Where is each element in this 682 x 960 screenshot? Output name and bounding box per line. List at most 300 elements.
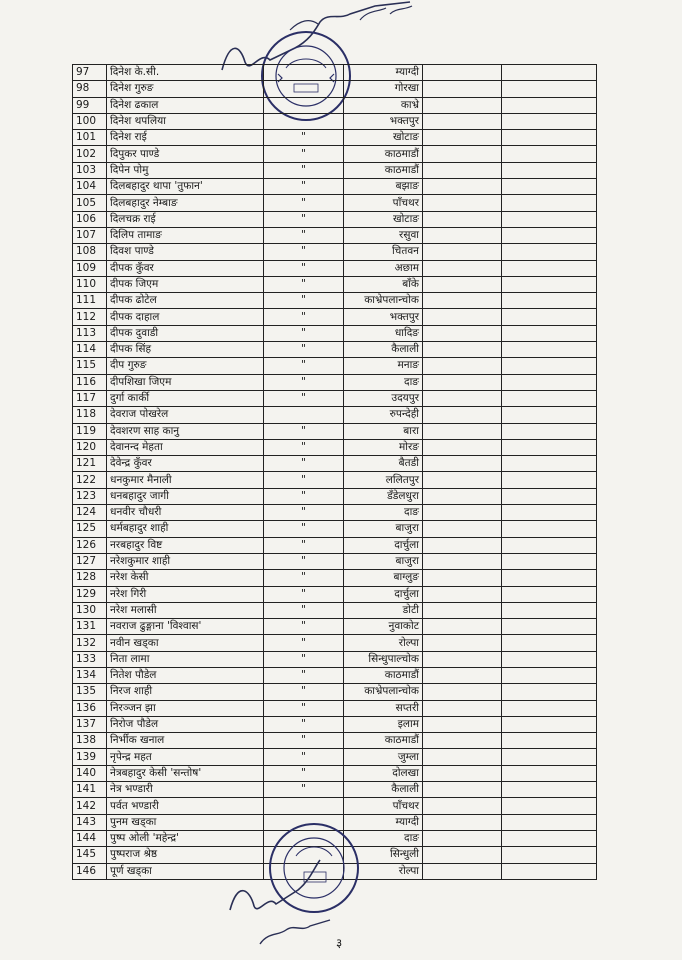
table-row xyxy=(73,81,597,97)
district-cell: रसुवा xyxy=(344,227,423,243)
ditto-mark-cell: " xyxy=(264,505,344,521)
ditto-mark-cell: " xyxy=(264,537,344,553)
ditto-mark-cell: " xyxy=(264,553,344,569)
serial-number-cell: 145 xyxy=(73,847,107,863)
blank-cell xyxy=(423,374,502,390)
blank-cell xyxy=(423,602,502,618)
blank-cell xyxy=(423,782,502,798)
district-cell: काठमाडौं xyxy=(344,162,423,178)
serial-number-cell: 140 xyxy=(73,765,107,781)
blank-cell xyxy=(423,570,502,586)
member-name-cell: दिनेश के.सी. xyxy=(107,65,264,81)
blank-cell xyxy=(502,733,597,749)
district-cell: दाङ xyxy=(344,374,423,390)
blank-cell xyxy=(502,602,597,618)
blank-cell xyxy=(502,407,597,423)
ditto-mark-cell: " xyxy=(264,782,344,798)
table-row xyxy=(73,439,597,455)
member-name-cell: दीपशिखा जिएम xyxy=(107,374,264,390)
table-row xyxy=(73,211,597,227)
table-row xyxy=(73,162,597,178)
district-cell: सिन्धुली xyxy=(344,847,423,863)
member-name-cell: दीपक सिंह xyxy=(107,342,264,358)
blank-cell xyxy=(423,195,502,211)
table-row xyxy=(73,293,597,309)
blank-cell xyxy=(502,211,597,227)
serial-number-cell: 137 xyxy=(73,716,107,732)
district-cell: धादिङ xyxy=(344,325,423,341)
table-row xyxy=(73,782,597,798)
blank-cell xyxy=(423,456,502,472)
serial-number-cell: 134 xyxy=(73,667,107,683)
blank-cell xyxy=(423,505,502,521)
ditto-mark-cell: " xyxy=(264,162,344,178)
ditto-mark-cell: " xyxy=(264,276,344,292)
district-cell: कैलाली xyxy=(344,342,423,358)
member-name-cell: पुनम खड्का xyxy=(107,814,264,830)
ditto-mark-cell xyxy=(264,81,344,97)
blank-cell xyxy=(502,667,597,683)
table-row xyxy=(73,521,597,537)
blank-cell xyxy=(423,635,502,651)
serial-number-cell: 105 xyxy=(73,195,107,211)
member-name-cell: धनकुमार मैनाली xyxy=(107,472,264,488)
blank-cell xyxy=(502,798,597,814)
blank-cell xyxy=(423,227,502,243)
ditto-mark-cell: " xyxy=(264,179,344,195)
table-row xyxy=(73,570,597,586)
ditto-mark-cell xyxy=(264,863,344,879)
district-cell: खोटाङ xyxy=(344,130,423,146)
blank-cell xyxy=(502,390,597,406)
ditto-mark-cell: " xyxy=(264,619,344,635)
district-cell: ललितपुर xyxy=(344,472,423,488)
district-cell: अछाम xyxy=(344,260,423,276)
member-name-cell: नवराज ढुङ्गाना 'विश्वास' xyxy=(107,619,264,635)
district-cell: जुम्ला xyxy=(344,749,423,765)
district-cell: काभ्रे xyxy=(344,97,423,113)
member-name-cell: दिपुकर पाण्डे xyxy=(107,146,264,162)
ditto-mark-cell: " xyxy=(264,667,344,683)
district-cell: म्याग्दी xyxy=(344,814,423,830)
blank-cell xyxy=(423,472,502,488)
blank-cell xyxy=(423,81,502,97)
member-name-cell: दीपक ढोटेल xyxy=(107,293,264,309)
table-row xyxy=(73,830,597,846)
table-row xyxy=(73,798,597,814)
blank-cell xyxy=(423,179,502,195)
serial-number-cell: 130 xyxy=(73,602,107,618)
member-name-cell: दिलचक्र राई xyxy=(107,211,264,227)
table-row xyxy=(73,456,597,472)
table-row xyxy=(73,342,597,358)
member-name-cell: निता लामा xyxy=(107,651,264,667)
serial-number-cell: 138 xyxy=(73,733,107,749)
table-row xyxy=(73,553,597,569)
district-cell: बाजुरा xyxy=(344,553,423,569)
table-row xyxy=(73,488,597,504)
blank-cell xyxy=(423,358,502,374)
ditto-mark-cell: " xyxy=(264,439,344,455)
district-cell: बाग्लुङ xyxy=(344,570,423,586)
serial-number-cell: 142 xyxy=(73,798,107,814)
ditto-mark-cell: " xyxy=(264,309,344,325)
blank-cell xyxy=(502,586,597,602)
blank-cell xyxy=(423,863,502,879)
district-cell: सिन्धुपाल्चोक xyxy=(344,651,423,667)
serial-number-cell: 117 xyxy=(73,390,107,406)
serial-number-cell: 141 xyxy=(73,782,107,798)
member-name-cell: धर्मबहादुर शाही xyxy=(107,521,264,537)
table-row xyxy=(73,97,597,113)
table-row xyxy=(73,700,597,716)
district-cell: काठमाडौं xyxy=(344,146,423,162)
serial-number-cell: 136 xyxy=(73,700,107,716)
district-cell: बाजुरा xyxy=(344,521,423,537)
serial-number-cell: 143 xyxy=(73,814,107,830)
member-name-cell: दीपक कुँवर xyxy=(107,260,264,276)
blank-cell xyxy=(502,65,597,81)
blank-cell xyxy=(423,716,502,732)
blank-cell xyxy=(502,81,597,97)
ditto-mark-cell: " xyxy=(264,651,344,667)
serial-number-cell: 97 xyxy=(73,65,107,81)
blank-cell xyxy=(423,260,502,276)
member-name-cell: निरज शाही xyxy=(107,684,264,700)
serial-number-cell: 101 xyxy=(73,130,107,146)
table-row xyxy=(73,602,597,618)
blank-cell xyxy=(502,309,597,325)
member-name-cell: नरेशकुमार शाही xyxy=(107,553,264,569)
serial-number-cell: 135 xyxy=(73,684,107,700)
ditto-mark-cell: " xyxy=(264,244,344,260)
serial-number-cell: 116 xyxy=(73,374,107,390)
page-number: ३ xyxy=(336,936,343,950)
blank-cell xyxy=(423,244,502,260)
blank-cell xyxy=(502,749,597,765)
district-cell: रोल्पा xyxy=(344,863,423,879)
member-name-cell: पुष्प ओली 'महेन्द्र' xyxy=(107,830,264,846)
member-name-cell: निर्भीक खनाल xyxy=(107,733,264,749)
member-name-cell: दिवश पाण्डे xyxy=(107,244,264,260)
blank-cell xyxy=(423,847,502,863)
blank-cell xyxy=(502,537,597,553)
table-row xyxy=(73,505,597,521)
member-name-cell: देवशरण साह कानु xyxy=(107,423,264,439)
blank-cell xyxy=(423,390,502,406)
member-name-cell: पर्वत भण्डारी xyxy=(107,798,264,814)
table-row xyxy=(73,146,597,162)
ditto-mark-cell: " xyxy=(264,602,344,618)
blank-cell xyxy=(423,439,502,455)
serial-number-cell: 131 xyxy=(73,619,107,635)
member-name-cell: दीपक दाहाल xyxy=(107,309,264,325)
blank-cell xyxy=(423,211,502,227)
blank-cell xyxy=(502,716,597,732)
ditto-mark-cell: " xyxy=(264,684,344,700)
district-cell: सप्तरी xyxy=(344,700,423,716)
district-cell: दाङ xyxy=(344,830,423,846)
table-row xyxy=(73,113,597,129)
serial-number-cell: 127 xyxy=(73,553,107,569)
table-row xyxy=(73,651,597,667)
serial-number-cell: 119 xyxy=(73,423,107,439)
serial-number-cell: 106 xyxy=(73,211,107,227)
blank-cell xyxy=(502,97,597,113)
serial-number-cell: 111 xyxy=(73,293,107,309)
table-row xyxy=(73,667,597,683)
district-cell: मनाङ xyxy=(344,358,423,374)
ditto-mark-cell: " xyxy=(264,227,344,243)
blank-cell xyxy=(502,521,597,537)
blank-cell xyxy=(502,227,597,243)
blank-cell xyxy=(502,244,597,260)
blank-cell xyxy=(502,570,597,586)
table-row xyxy=(73,472,597,488)
serial-number-cell: 128 xyxy=(73,570,107,586)
district-cell: बझाङ xyxy=(344,179,423,195)
district-cell: काठमाडौं xyxy=(344,667,423,683)
table-row xyxy=(73,863,597,879)
ditto-mark-cell xyxy=(264,113,344,129)
blank-cell xyxy=(423,293,502,309)
blank-cell xyxy=(423,521,502,537)
blank-cell xyxy=(502,765,597,781)
blank-cell xyxy=(502,847,597,863)
member-name-cell: नरेश गिरी xyxy=(107,586,264,602)
blank-cell xyxy=(423,97,502,113)
blank-cell xyxy=(502,423,597,439)
blank-cell xyxy=(423,814,502,830)
serial-number-cell: 107 xyxy=(73,227,107,243)
serial-number-cell: 102 xyxy=(73,146,107,162)
blank-cell xyxy=(502,276,597,292)
district-cell: कैलाली xyxy=(344,782,423,798)
blank-cell xyxy=(423,667,502,683)
serial-number-cell: 109 xyxy=(73,260,107,276)
ditto-mark-cell: " xyxy=(264,586,344,602)
serial-number-cell: 114 xyxy=(73,342,107,358)
blank-cell xyxy=(502,179,597,195)
district-cell: बारा xyxy=(344,423,423,439)
table-row xyxy=(73,260,597,276)
member-name-cell: नरेश केसी xyxy=(107,570,264,586)
blank-cell xyxy=(502,635,597,651)
ditto-mark-cell: " xyxy=(264,195,344,211)
blank-cell xyxy=(502,651,597,667)
table-row xyxy=(73,276,597,292)
blank-cell xyxy=(423,407,502,423)
serial-number-cell: 123 xyxy=(73,488,107,504)
table-row xyxy=(73,244,597,260)
blank-cell xyxy=(423,146,502,162)
serial-number-cell: 122 xyxy=(73,472,107,488)
serial-number-cell: 133 xyxy=(73,651,107,667)
ditto-mark-cell: " xyxy=(264,390,344,406)
table-row xyxy=(73,179,597,195)
district-cell: दाङ xyxy=(344,505,423,521)
serial-number-cell: 126 xyxy=(73,537,107,553)
district-cell: रुपन्देही xyxy=(344,407,423,423)
ditto-mark-cell: " xyxy=(264,130,344,146)
blank-cell xyxy=(502,325,597,341)
blank-cell xyxy=(502,700,597,716)
serial-number-cell: 120 xyxy=(73,439,107,455)
table-row xyxy=(73,325,597,341)
table-row xyxy=(73,195,597,211)
member-name-cell: नृपेन्द्र महत xyxy=(107,749,264,765)
blank-cell xyxy=(423,162,502,178)
ditto-mark-cell: " xyxy=(264,374,344,390)
table-row xyxy=(73,390,597,406)
blank-cell xyxy=(423,342,502,358)
blank-cell xyxy=(502,439,597,455)
ditto-mark-cell: " xyxy=(264,146,344,162)
district-cell: मोरङ xyxy=(344,439,423,455)
blank-cell xyxy=(502,782,597,798)
blank-cell xyxy=(423,749,502,765)
district-cell: खोटाङ xyxy=(344,211,423,227)
district-cell: चितवन xyxy=(344,244,423,260)
ditto-mark-cell: " xyxy=(264,211,344,227)
serial-number-cell: 113 xyxy=(73,325,107,341)
member-name-cell: नरबहादुर विष्ट xyxy=(107,537,264,553)
member-name-cell: नितेश पौडेल xyxy=(107,667,264,683)
blank-cell xyxy=(423,276,502,292)
member-name-cell: देवराज पोखरेल xyxy=(107,407,264,423)
ditto-mark-cell: " xyxy=(264,635,344,651)
member-name-cell: देवानन्द मेहता xyxy=(107,439,264,455)
table-row xyxy=(73,358,597,374)
member-name-cell: दिलिप तामाङ xyxy=(107,227,264,243)
district-cell: पाँचथर xyxy=(344,195,423,211)
blank-cell xyxy=(423,830,502,846)
blank-cell xyxy=(502,456,597,472)
member-name-cell: पूर्ण खड्का xyxy=(107,863,264,879)
blank-cell xyxy=(502,814,597,830)
serial-number-cell: 115 xyxy=(73,358,107,374)
blank-cell xyxy=(423,684,502,700)
blank-cell xyxy=(423,130,502,146)
district-cell: बैतडी xyxy=(344,456,423,472)
serial-number-cell: 144 xyxy=(73,830,107,846)
ditto-mark-cell xyxy=(264,830,344,846)
serial-number-cell: 104 xyxy=(73,179,107,195)
serial-number-cell: 124 xyxy=(73,505,107,521)
table-row xyxy=(73,716,597,732)
district-cell: पाँचथर xyxy=(344,798,423,814)
table-row xyxy=(73,65,597,81)
serial-number-cell: 100 xyxy=(73,113,107,129)
member-name-cell: दिलबहादुर नेम्बाङ xyxy=(107,195,264,211)
serial-number-cell: 121 xyxy=(73,456,107,472)
serial-number-cell: 125 xyxy=(73,521,107,537)
district-cell: उदयपुर xyxy=(344,390,423,406)
serial-number-cell: 99 xyxy=(73,97,107,113)
member-name-cell: दिनेश थपलिया xyxy=(107,113,264,129)
serial-number-cell: 108 xyxy=(73,244,107,260)
ditto-mark-cell: " xyxy=(264,716,344,732)
blank-cell xyxy=(502,863,597,879)
blank-cell xyxy=(502,113,597,129)
table-row xyxy=(73,847,597,863)
blank-cell xyxy=(502,358,597,374)
member-name-cell: पुष्पराज श्रेष्ठ xyxy=(107,847,264,863)
table-row xyxy=(73,374,597,390)
blank-cell xyxy=(423,488,502,504)
district-cell: दार्चुला xyxy=(344,537,423,553)
district-cell: डँडेलधुरा xyxy=(344,488,423,504)
blank-cell xyxy=(423,765,502,781)
serial-number-cell: 139 xyxy=(73,749,107,765)
table-row xyxy=(73,586,597,602)
blank-cell xyxy=(502,293,597,309)
blank-cell xyxy=(502,162,597,178)
blank-cell xyxy=(502,374,597,390)
district-cell: भक्तपुर xyxy=(344,309,423,325)
blank-cell xyxy=(423,325,502,341)
member-name-cell: दुर्गा कार्की xyxy=(107,390,264,406)
member-name-cell: दिनेश गुरुङ xyxy=(107,81,264,97)
table-row xyxy=(73,684,597,700)
blank-cell xyxy=(423,537,502,553)
serial-number-cell: 132 xyxy=(73,635,107,651)
table-row xyxy=(73,814,597,830)
blank-cell xyxy=(423,65,502,81)
district-cell: गोरखा xyxy=(344,81,423,97)
member-name-cell: धनवीर चौधरी xyxy=(107,505,264,521)
blank-cell xyxy=(423,700,502,716)
ditto-mark-cell: " xyxy=(264,733,344,749)
blank-cell xyxy=(502,146,597,162)
member-name-cell: देवेन्द्र कुँवर xyxy=(107,456,264,472)
member-name-cell: नेत्रबहादुर केसी 'सन्तोष' xyxy=(107,765,264,781)
serial-number-cell: 112 xyxy=(73,309,107,325)
ditto-mark-cell: " xyxy=(264,293,344,309)
blank-cell xyxy=(502,195,597,211)
blank-cell xyxy=(423,553,502,569)
ditto-mark-cell xyxy=(264,407,344,423)
blank-cell xyxy=(423,586,502,602)
serial-number-cell: 118 xyxy=(73,407,107,423)
ditto-mark-cell: " xyxy=(264,749,344,765)
ditto-mark-cell xyxy=(264,798,344,814)
table-row xyxy=(73,537,597,553)
member-name-cell: दिपेन पोमु xyxy=(107,162,264,178)
roster-table xyxy=(72,64,597,880)
district-cell: काभ्रेपलान्चोक xyxy=(344,684,423,700)
ditto-mark-cell xyxy=(264,814,344,830)
member-name-cell: निरोज पौडेल xyxy=(107,716,264,732)
ditto-mark-cell: " xyxy=(264,521,344,537)
table-row xyxy=(73,407,597,423)
district-cell: भक्तपुर xyxy=(344,113,423,129)
blank-cell xyxy=(502,553,597,569)
serial-number-cell: 103 xyxy=(73,162,107,178)
blank-cell xyxy=(502,260,597,276)
serial-number-cell: 98 xyxy=(73,81,107,97)
blank-cell xyxy=(502,830,597,846)
member-name-cell: नेत्र भण्डारी xyxy=(107,782,264,798)
blank-cell xyxy=(502,130,597,146)
ditto-mark-cell: " xyxy=(264,342,344,358)
member-name-cell: नवीन खड्का xyxy=(107,635,264,651)
serial-number-cell: 129 xyxy=(73,586,107,602)
table-row xyxy=(73,765,597,781)
ditto-mark-cell: " xyxy=(264,472,344,488)
district-cell: काभ्रेपलान्चोक xyxy=(344,293,423,309)
ditto-mark-cell: " xyxy=(264,570,344,586)
